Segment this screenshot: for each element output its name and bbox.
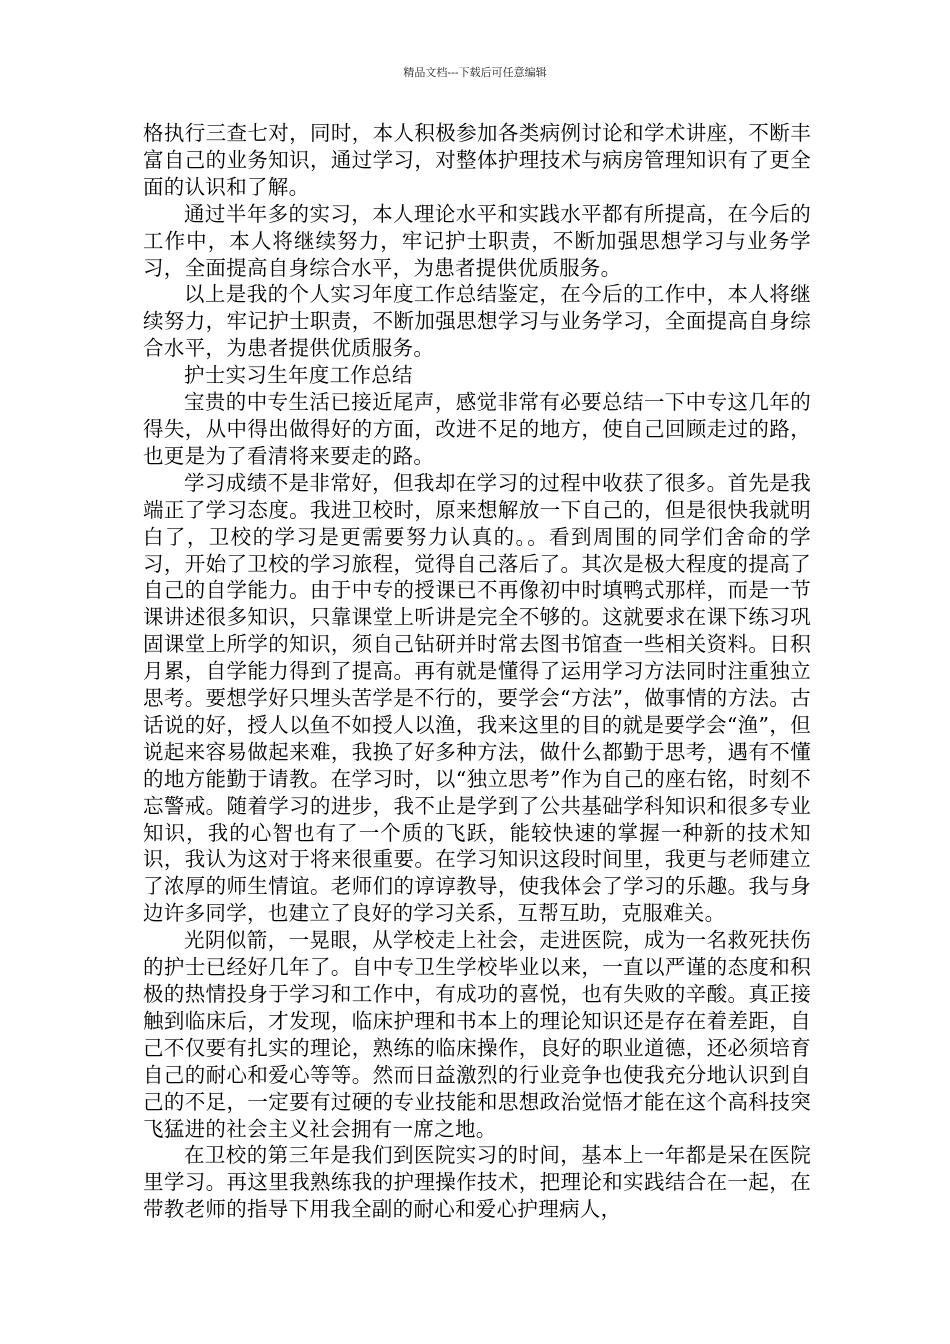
paragraph: 学习成绩不是非常好，但我却在学习的过程中收获了很多。首先是我端正了学习态度。我进卫校时，原来想解放一下自己的，但是很快我就明白了，卫校的学习是更需要努力认真的。。看到周围的同学们舍命的学习，开始了卫校的学习旅程，觉得自己落后了。其次是极大程度的提高了自己的自学能力。由于中专的授课已不再像初中时填鸭式那样，而是一节课讲述很多知识，只靠课堂上听讲是完全不够的。这就要求在课下练习巩固课堂上所学的知识，须自己钻研并时常去图书馆查一些相关资料。日积月累，自学能力得到了提高。再有就是懂得了运用学习方法同时注重独立思考。要想学好只埋头苦学是不行的，要学会“方法”，做事情的方法。古话说的好，授人以鱼不如授人以渔，我来这里的目的就是要学会“渔”，但说起来容易做起来难，我换了好多种方法，做什么都勤于思考，遇有不懂的地方能勤于请教。在学习时，以“独立思考”作为自己的座右铭，时刻不忘警戒。随着学习的进步，我不止是学到了公共基础学科知识和很多专业知识，我的心智也有了一个质的飞跃，能较快速的掌握一种新的技术知识，我认为这对于将来很重要。在学习知识这段时间里，我更与老师建立了浓厚的师生情谊。老师们的谆谆教导，使我体会了学习的乐趣。我与身边许多同学，也建立了良好的学习关系，互帮互助，克服难关。 bbox=[143, 470, 811, 926]
document-body bbox=[143, 120, 811, 1223]
page-header: 精品文档---下载后可任意编辑 bbox=[403, 66, 547, 79]
section-heading: 护士实习生年度工作总结 bbox=[184, 363, 413, 388]
paragraph: 宝贵的中专生活已接近尾声，感觉非常有必要总结一下中专这几年的得失，从中得出做得好的方面，改进不足的地方，使自己回顾走过的路，也更是为了看清将来要走的路。 bbox=[143, 390, 811, 468]
paragraph: 光阴似箭，一晃眼，从学校走上社会，走进医院，成为一名救死扶伤的护士已经好几年了。自中专卫生学校毕业以来，一直以严谨的态度和积极的热情投身于学习和工作中，有成功的喜悦，也有失败的辛酸。真正接触到临床后，才发现，临床护理和书本上的理论知识还是存在着差距，自己不仅要有扎实的理论，熟练的临床操作，良好的职业道德，还必须培育自己的耐心和爱心等等。然而日益激烈的行业竞争也使我充分地认识到自己的不足，一定要有过硬的专业技能和思想政治觉悟才能在这个高科技突飞猛进的社会主义社会拥有一席之地。 bbox=[143, 928, 811, 1141]
paragraph: 在卫校的第三年是我们到医院实习的时间，基本上一年都是呆在医院里学习。再这里我熟练我的护理操作技术，把理论和实践结合在一起，在带教老师的指导下用我全副的耐心和爱心护理病人， bbox=[143, 1143, 811, 1222]
paragraph: 通过半年多的实习，本人理论水平和实践水平都有所提高，在今后的工作中，本人将继续努力，牢记护士职责，不断加强思想学习与业务学习，全面提高自身综合水平，为患者提供优质服务。 bbox=[143, 201, 811, 280]
paragraph: 格执行三查七对，同时，本人积极参加各类病例讨论和学术讲座，不断丰富自己的业务知识，通过学习，对整体护理技术与病房管理知识有了更全面的认识和了解。 bbox=[143, 121, 811, 199]
paragraph: 以上是我的个人实习年度工作总结鉴定，在今后的工作中，本人将继续努力，牢记护士职责，不断加强思想学习与业务学习，全面提高自身综合水平，为患者提供优质服务。 bbox=[143, 282, 811, 361]
